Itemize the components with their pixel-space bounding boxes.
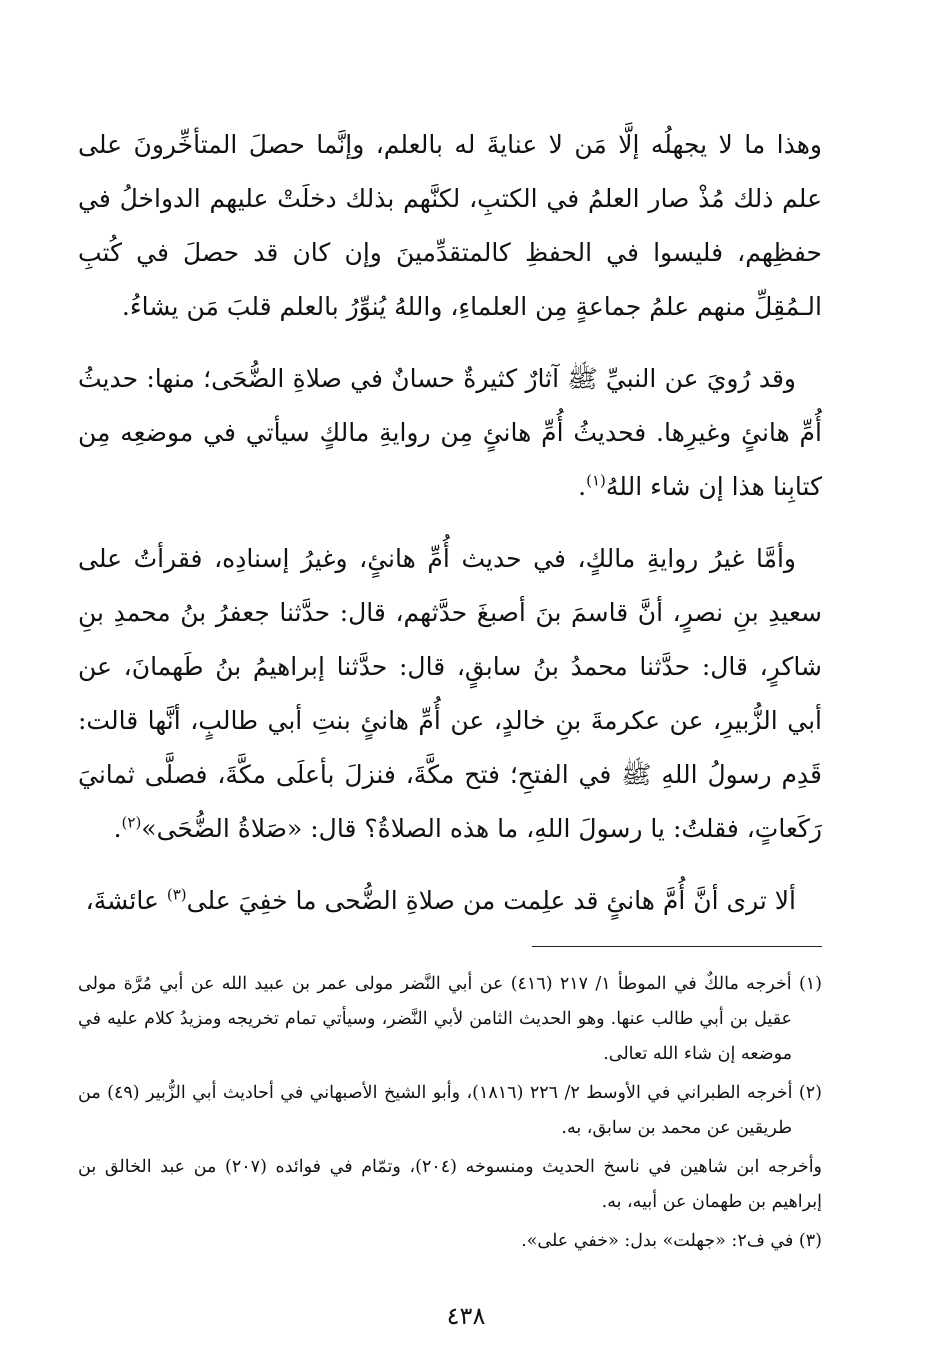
footnote: (١) أخرجه مالكٌ في الموطأ ١/ ٢١٧ (٤١٦) عن أبي النَّضر مولى عمر بن عبيد الله عن أبي مُرَّة مولى عقيل بن أبي طالب عنها. وهو الحديث الثامن لأبي النَّضر، وسيأتي تمام تخريجه ومزيدُ كلام عليه في موضعه إن شاء الله تعالى. (78, 974, 822, 1064)
paragraph-text: وأمَّا غيرُ روايةِ مالكٍ، في حديث أُمِّ هانئٍ، وغيرُ إسنادِه، فقرأتُ على سعيدِ بنِ نصرٍ، أنَّ قاسمَ بنَ أصبغَ حدَّثهم، قال: حدَّثنا جعفرُ بنُ محمدِ بنِ شاكرٍ، قال: حدَّثنا محمدُ بنُ سابقٍ، قال: حدَّثنا إبراهيمُ بنُ طَهمانَ، عن أبي الزُّبيرِ، عن عكرمةَ بنِ خالدٍ، عن أُمِّ هانئٍ بنتِ أبي طالبٍ، أنَّها قالت: قَدِم رسولُ اللهِ ﷺ في الفتحِ؛ فتح مكَّةَ، فنزلَ بأعلَى مكَّةَ، فصلَّى ثمانيَ رَكَعاتٍ، فقلتُ: يا رسولَ اللهِ، ما هذه الصلاةُ؟ قال: «صَلاةُ الضُّحَى» (78, 544, 822, 843)
paragraph-text: وقد رُويَ عن النبيِّ ﷺ آثارٌ كثيرةٌ حسانٌ في صلاةِ الضُّحَى؛ منها: حديثُ أُمِّ هانئٍ وغيرِها. فحديثُ أُمِّ هانئٍ مِن روايةِ مالكٍ سيأتي في موضعِه مِن كتابِنا هذا إن شاء اللهُ (78, 364, 822, 501)
footnote-ref: (٣) (166, 885, 187, 904)
paragraph (78, 532, 822, 856)
paragraph (78, 352, 822, 514)
footnote: (٢) أخرجه الطبراني في الأوسط ٢/ ٢٢٦ (١٨١٦)، وأبو الشيخ الأصبهاني في أحاديث أبي الزُّبير (٤٩) من طريقين عن محمد بن سابق، به. (78, 1083, 822, 1138)
paragraph-tail: عائشةَ، (85, 886, 167, 915)
footnote: (٣) في ف٢: «جهلت» بدل: «خفي على». (521, 1231, 822, 1251)
paragraph-text: وهذا ما لا يجهلُه إلَّا مَن لا عنايةَ له بالعلم، وإنَّما حصلَ المتأخِّرونَ على علم ذلك مُذْ صار العلمُ في الكتبِ، لكنَّهم بذلك دخلَتْ عليهم الدواخلُ في حفظِهم، فليسوا في الحفظِ كالمتقدِّمينَ وإن كان قد حصلَ في كُتبِ الـمُقِلِّ منهم علمُ جماعةٍ مِن العلماءِ، واللهُ يُنوِّرُ بالعلم قلبَ مَن يشاءُ. (78, 130, 822, 321)
paragraph (78, 874, 822, 928)
paragraph (78, 118, 822, 334)
paragraph-tail: . (113, 814, 122, 843)
page-number: ٤٣٨ (446, 1302, 486, 1330)
footnote-ref: (١) (586, 471, 606, 490)
paragraph-tail: . (578, 472, 587, 501)
paragraph-text: ألا ترى أنَّ أُمَّ هانئٍ قد علِمت من صلاةِ الضُّحى ما خفِيَ على (186, 886, 796, 915)
footnotes (78, 967, 822, 1259)
main-text (78, 118, 822, 928)
footnote-ref: (٢) (121, 813, 142, 832)
footnote-continuation: وأخرجه ابن شاهين في ناسخ الحديث ومنسوخه (٢٠٤)، وتمّام في فوائده (٢٠٧) من عبد الخالق بن إبراهيم بن طهمان عن أبيه، به. (78, 1157, 823, 1212)
footnote-separator (532, 946, 822, 947)
